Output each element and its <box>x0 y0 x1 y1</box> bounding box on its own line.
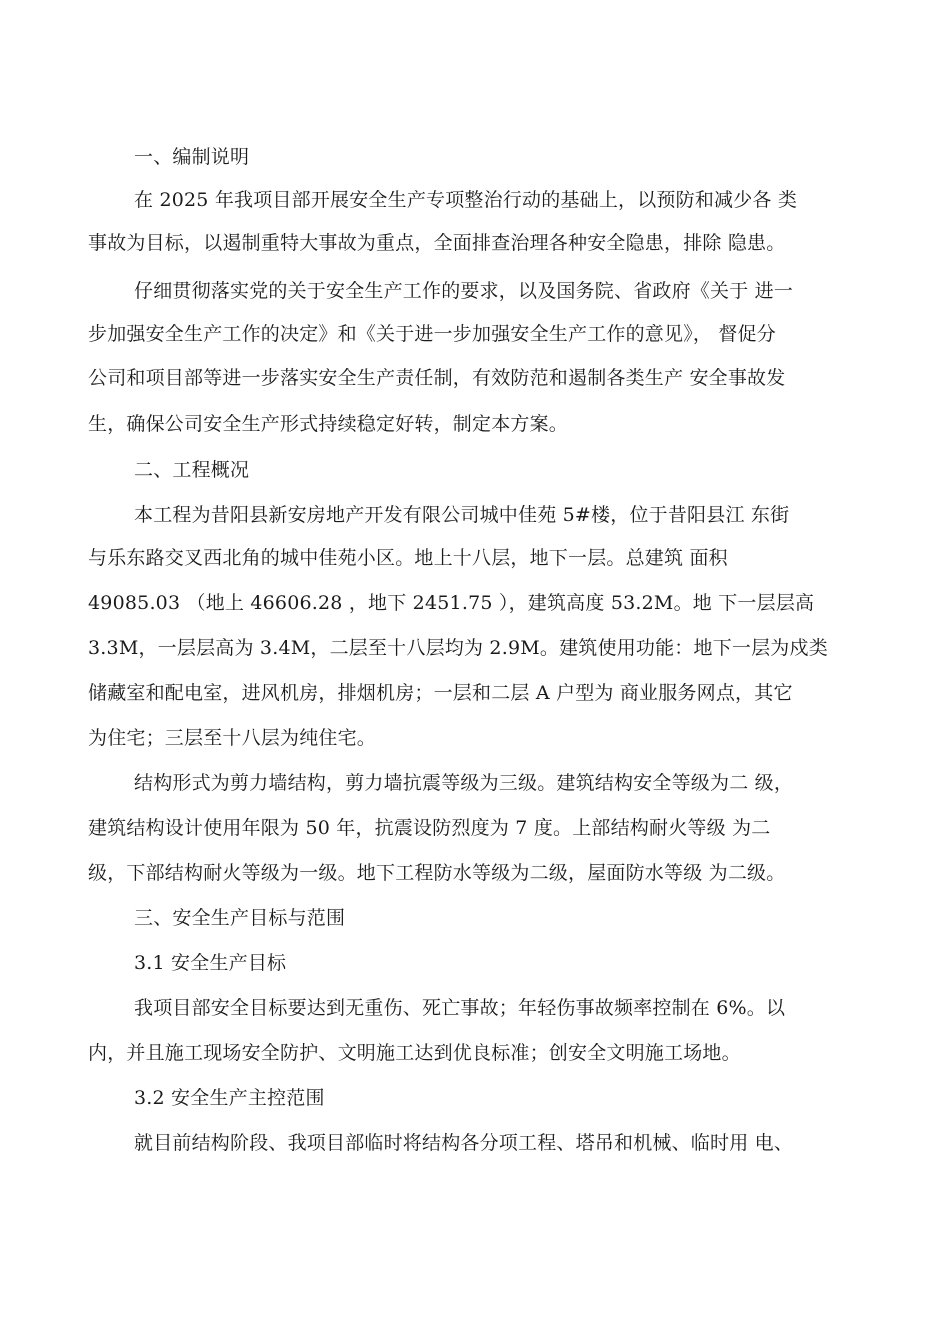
section-heading-1: 一、编制说明 <box>134 146 250 168</box>
paragraph-line: 在 2025 年我项目部开展安全生产专项整治行动的基础上，以预防和减少各 类 <box>134 189 798 211</box>
paragraph-line: 就目前结构阶段、我项目部临时将结构各分项工程、塔吊和机械、临时用 电、 <box>134 1132 794 1154</box>
paragraph-line: 与乐东路交叉西北角的城中佳苑小区。地上十八层，地下一层。总建筑 面积 <box>88 547 728 569</box>
paragraph-line: 级，下部结构耐火等级为一级。地下工程防水等级为二级，屋面防水等级 为二级。 <box>88 862 786 884</box>
paragraph-line: 49085.03 （地上 46606.28 ，地下 2451.75 ），建筑高度 53.2M。地 下一层层高 <box>88 592 815 614</box>
subsection-heading-3-2: 3.2 安全生产主控范围 <box>134 1087 325 1109</box>
paragraph-line: 3.3M，一层层高为 3.4M，二层至十八层均为 2.9M。建筑使用功能：地下一层为戍类 <box>88 637 828 659</box>
subsection-heading-3-1: 3.1 安全生产目标 <box>134 952 287 974</box>
section-heading-3: 三、安全生产目标与范围 <box>134 907 346 929</box>
paragraph-line: 事故为目标，以遏制重特大事故为重点，全面排查治理各种安全隐患，排除 隐患。 <box>88 232 786 254</box>
paragraph-line: 建筑结构设计使用年限为 50 年，抗震设防烈度为 7 度。上部结构耐火等级 为二 <box>88 817 771 839</box>
paragraph-line: 步加强安全生产工作的决定》和《关于进一步加强安全生产工作的意见》， 督促分 <box>88 323 776 345</box>
paragraph-line: 我项目部安全目标要达到无重伤、死亡事故；年轻伤事故频率控制在 6%。以 <box>134 997 786 1019</box>
paragraph-line: 结构形式为剪力墙结构，剪力墙抗震等级为三级。建筑结构安全等级为二 级， <box>134 772 794 794</box>
paragraph-line: 为住宅；三层至十八层为纯住宅。 <box>88 727 377 749</box>
section-heading-2: 二、工程概况 <box>134 459 250 481</box>
paragraph-line: 储藏室和配电室，进风机房，排烟机房；一层和二层 A 户型为 商业服务网点，其它 <box>88 682 793 704</box>
paragraph-line: 本工程为昔阳县新安房地产开发有限公司城中佳苑 5#楼，位于昔阳县江 东街 <box>134 504 790 526</box>
paragraph-line: 内，并且施工现场安全防护、文明施工达到优良标准；创安全文明施工场地。 <box>88 1042 741 1064</box>
paragraph-line: 生，确保公司安全生产形式持续稳定好转，制定本方案。 <box>88 413 569 435</box>
paragraph-line: 仔细贯彻落实党的关于安全生产工作的要求，以及国务院、省政府《关于 进一 <box>134 280 794 302</box>
paragraph-line: 公司和项目部等进一步落实安全生产责任制，有效防范和遏制各类生产 安全事故发 <box>88 367 786 389</box>
